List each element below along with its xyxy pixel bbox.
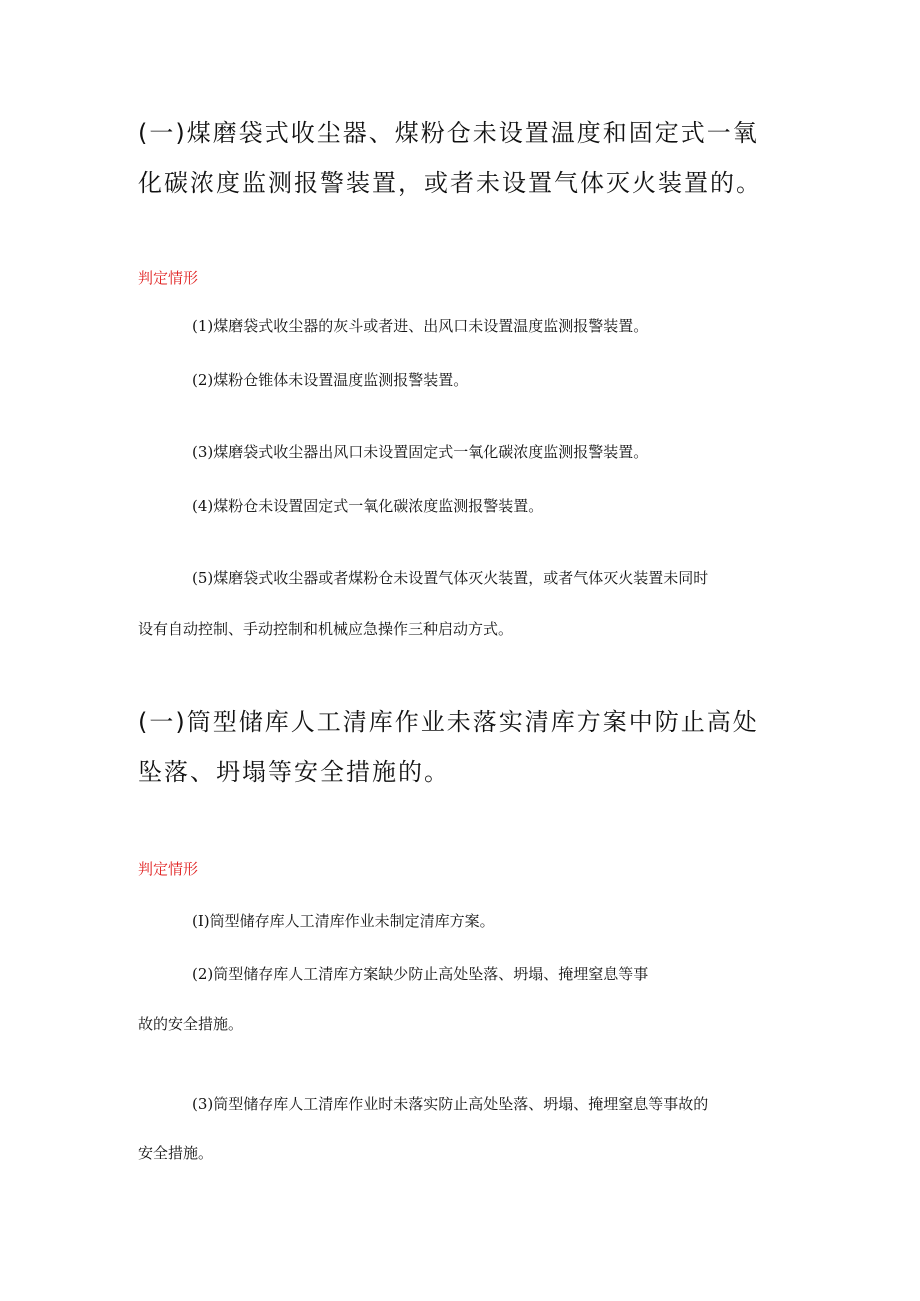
criteria-item: (3)筒型储存库人工清库作业时未落实防止高处坠落、坍塌、掩埋窒息等事故的 [192, 1095, 709, 1113]
criteria-item-continuation: 设有自动控制、手动控制和机械应急操作三种启动方式。 [138, 620, 514, 638]
criteria-item: (4)煤粉仓未设置固定式一氧化碳浓度监测报警装置。 [192, 497, 544, 515]
criteria-item: (I)筒型储存库人工清库作业未制定清库方案。 [192, 912, 495, 930]
criteria-item: (1)煤磨袋式收尘器的灰斗或者进、出风口未设置温度监测报警装置。 [192, 317, 649, 335]
criteria-item-continuation: 故的安全措施。 [138, 1015, 244, 1033]
section-heading: (一)煤磨袋式收尘器、煤粉仓未设置温度和固定式一氧化碳浓度监测报警装置，或者未设置气体灭火装置的。 [138, 119, 762, 197]
criteria-item: (2)煤粉仓锥体未设置温度监测报警装置。 [192, 371, 469, 389]
criteria-item: (3)煤磨袋式收尘器出风口未设置固定式一氧化碳浓度监测报警装置。 [192, 443, 649, 461]
criteria-label: 判定情形 [138, 269, 199, 287]
criteria-item: (2)筒型储存库人工清库方案缺少防止高处坠落、坍塌、掩埋窒息等事 [192, 965, 649, 983]
criteria-label: 判定情形 [138, 860, 199, 878]
section-heading: (一)筒型储库人工清库作业未落实清库方案中防止高处坠落、坍塌等安全措施的。 [138, 708, 759, 786]
criteria-item-continuation: 安全措施。 [138, 1144, 214, 1162]
criteria-item: (5)煤磨袋式收尘器或者煤粉仓未设置气体灭火装置，或者气体灭火装置未同时 [192, 569, 709, 587]
